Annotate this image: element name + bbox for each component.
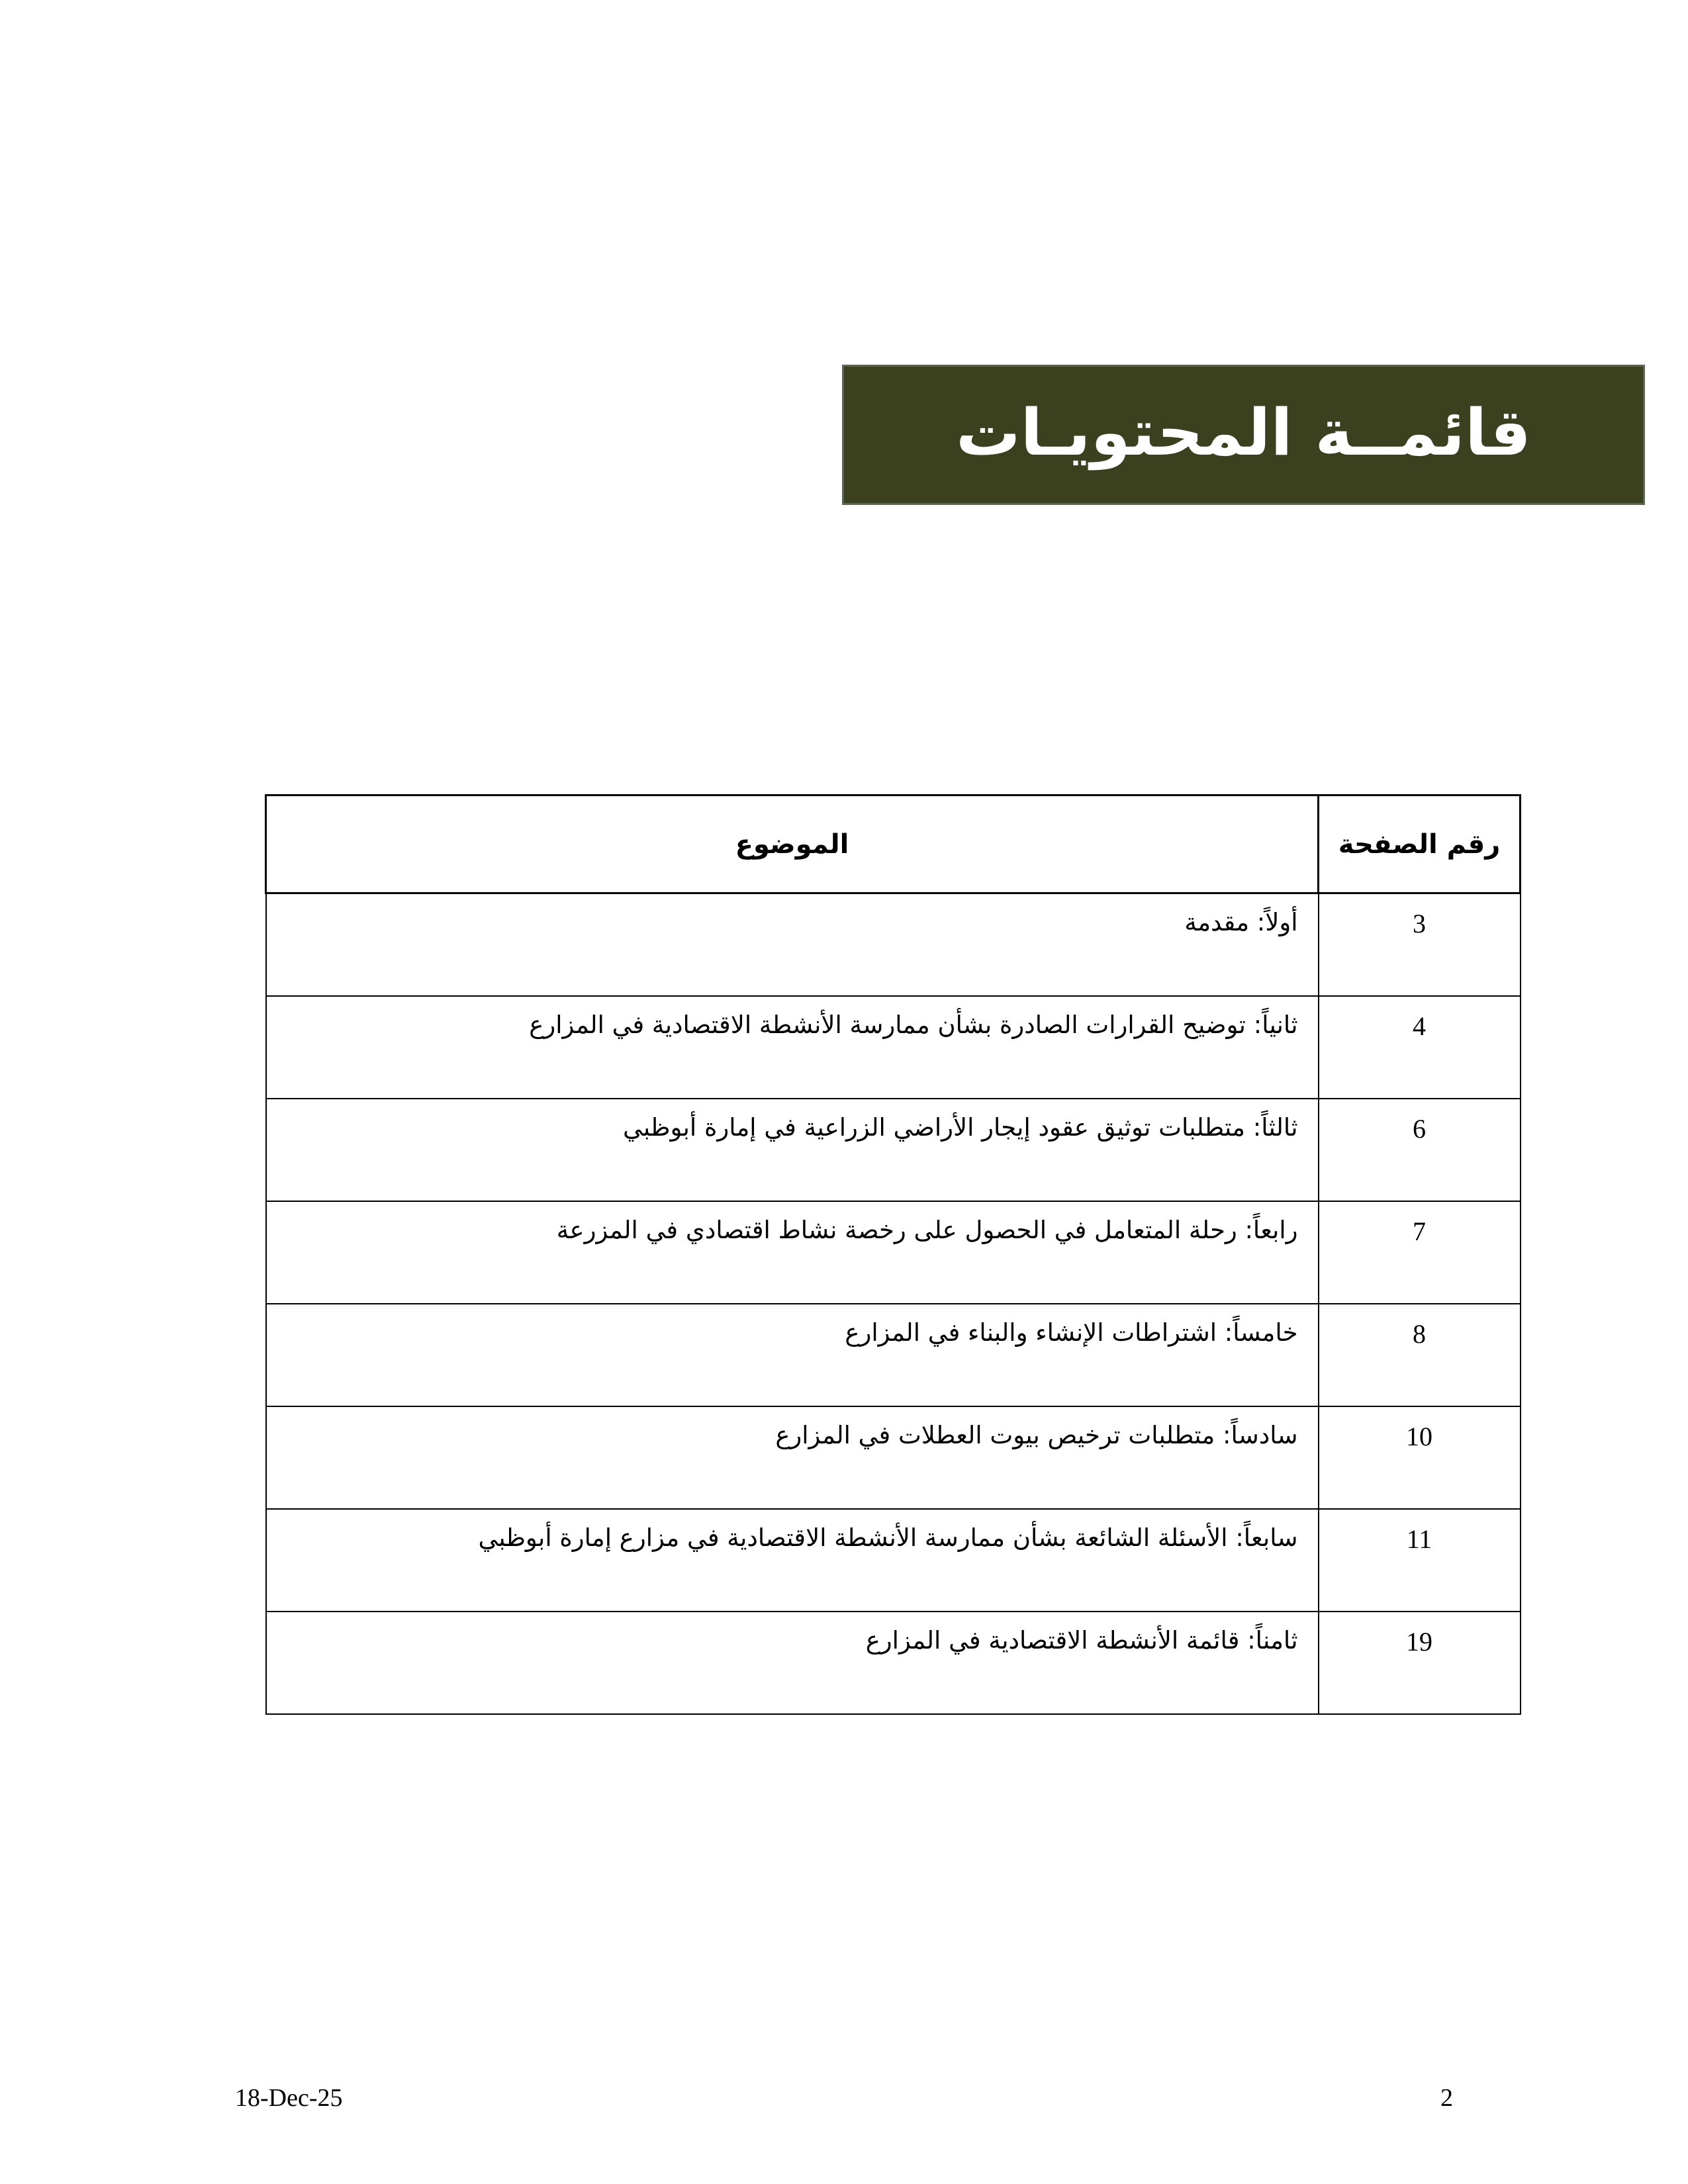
- cell-page-number: [1319, 1509, 1521, 1612]
- subject-value: ثالثاً: متطلبات توثيق عقود إيجار الأراضي الزراعية في إمارة أبوظبي: [623, 1113, 1298, 1142]
- column-header-page-number: [1319, 796, 1521, 893]
- cell-page-number: [1319, 1201, 1521, 1304]
- table-row[interactable]: [266, 893, 1521, 997]
- page-number-value: 3: [1413, 909, 1426, 938]
- cell-subject: [266, 1509, 1319, 1612]
- cell-subject: [266, 996, 1319, 1099]
- table-row[interactable]: [266, 1509, 1521, 1612]
- cell-page-number: [1319, 1099, 1521, 1201]
- cell-page-number: [1319, 1406, 1521, 1509]
- table-row[interactable]: [266, 1612, 1521, 1714]
- table-row[interactable]: [266, 1099, 1521, 1201]
- subject-value: ثانياً: توضيح القرارات الصادرة بشأن ممارسة الأنشطة الاقتصادية في المزارع: [529, 1011, 1298, 1039]
- page-footer: [235, 2078, 1453, 2118]
- page-number-value: 11: [1406, 1524, 1432, 1554]
- footer-page-number: 2: [1440, 2084, 1453, 2112]
- cell-page-number: [1319, 893, 1521, 997]
- page-title-banner: [842, 365, 1645, 505]
- footer-date: 18-Dec-25: [235, 2084, 343, 2112]
- column-header-page-number-label: رقم الصفحة: [1338, 829, 1501, 860]
- table-header-row: [266, 796, 1521, 893]
- subject-value: أولاً: مقدمة: [1184, 908, 1298, 936]
- subject-value: رابعاً: رحلة المتعامل في الحصول على رخصة نشاط اقتصادي في المزرعة: [556, 1216, 1298, 1244]
- table-row[interactable]: [266, 1201, 1521, 1304]
- page-number-value: 6: [1413, 1114, 1426, 1144]
- subject-value: سادساً: متطلبات ترخيص بيوت العطلات في المزارع: [775, 1421, 1298, 1449]
- page-number-value: 19: [1406, 1627, 1432, 1657]
- cell-page-number: [1319, 1612, 1521, 1714]
- cell-page-number: [1319, 1304, 1521, 1406]
- subject-value: ثامناً: قائمة الأنشطة الاقتصادية في المزارع: [865, 1626, 1298, 1655]
- cell-subject: [266, 893, 1319, 997]
- table-row[interactable]: [266, 1304, 1521, 1406]
- column-header-subject-label: الموضوع: [735, 829, 849, 860]
- cell-subject: [266, 1304, 1319, 1406]
- page-number-value: 4: [1413, 1011, 1426, 1041]
- subject-value: سابعاً: الأسئلة الشائعة بشأن ممارسة الأنشطة الاقتصادية في مزارع إمارة أبوظبي: [478, 1524, 1298, 1552]
- cell-subject: [266, 1201, 1319, 1304]
- table-of-contents: [265, 794, 1521, 1715]
- page-number-value: 7: [1413, 1216, 1426, 1246]
- page-number-value: 10: [1406, 1422, 1432, 1451]
- subject-value: خامساً: اشتراطات الإنشاء والبناء في المزارع: [845, 1318, 1298, 1347]
- table-row[interactable]: [266, 996, 1521, 1099]
- table-row[interactable]: [266, 1406, 1521, 1509]
- column-header-subject: [266, 796, 1319, 893]
- cell-subject: [266, 1612, 1319, 1714]
- page-number-value: 8: [1413, 1319, 1426, 1349]
- cell-page-number: [1319, 996, 1521, 1099]
- cell-subject: [266, 1099, 1319, 1201]
- cell-subject: [266, 1406, 1319, 1509]
- page-title: قائمــة المحتويـات: [956, 394, 1531, 470]
